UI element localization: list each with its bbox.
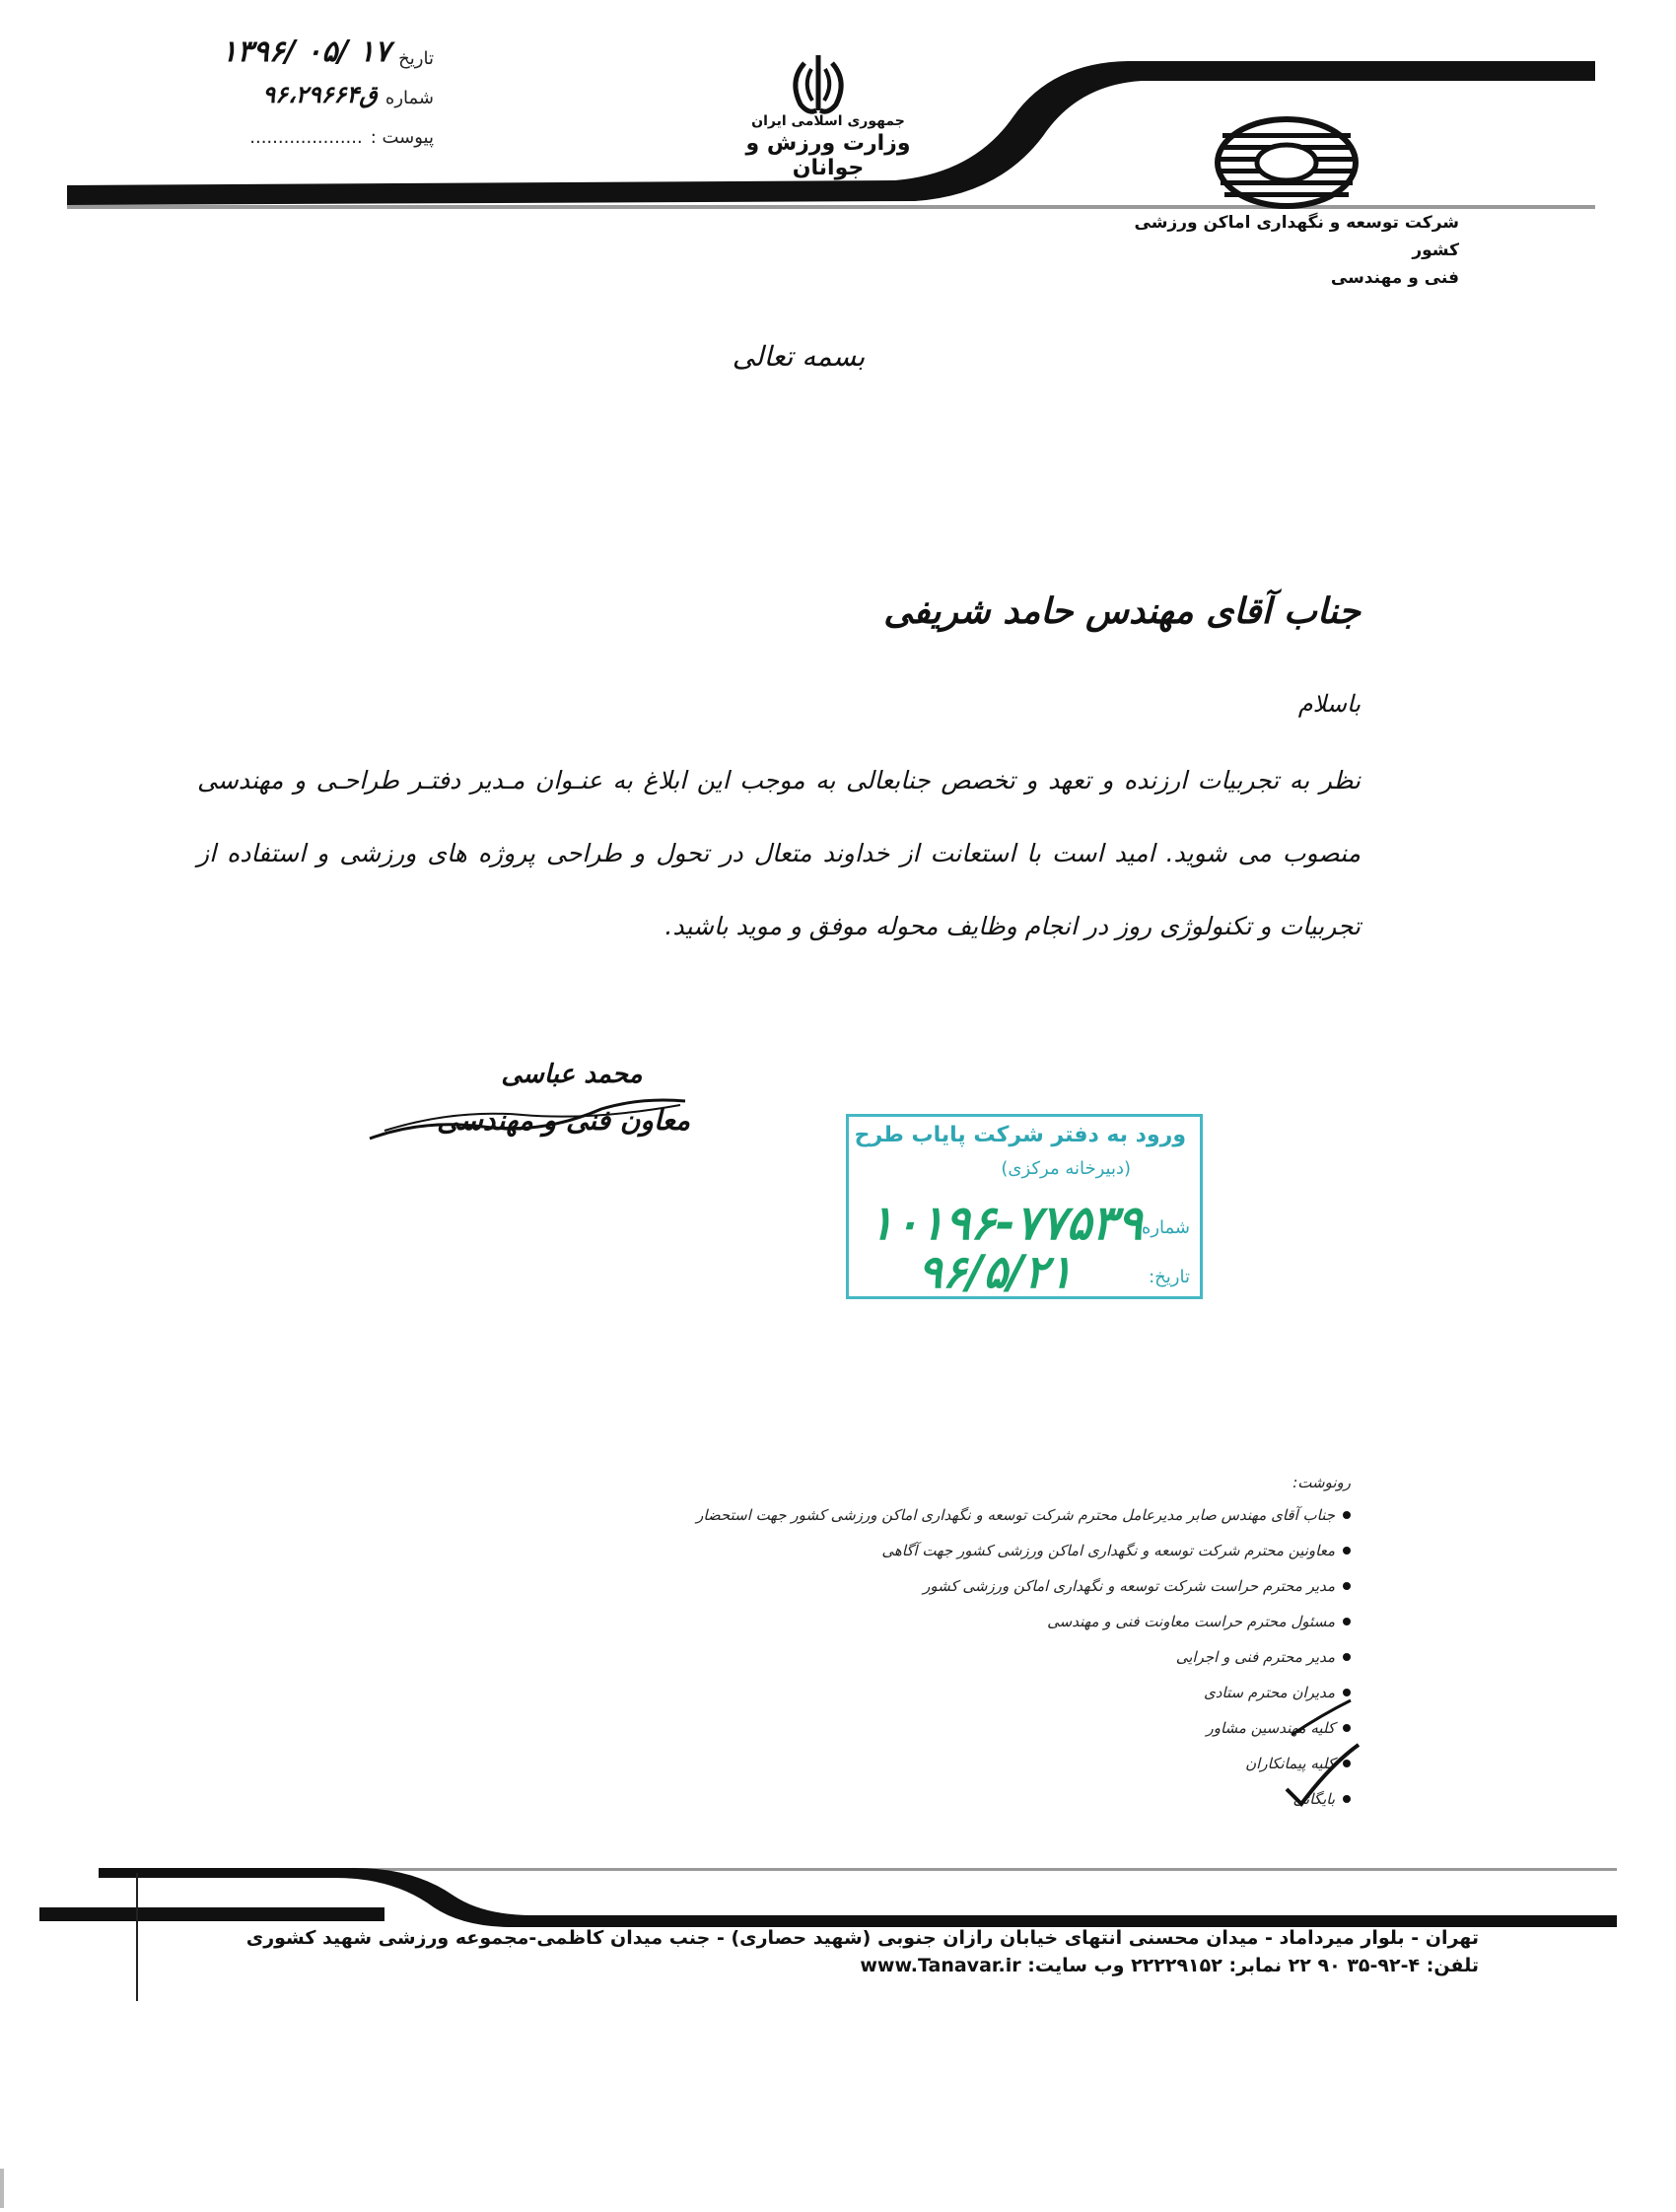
stamp-number-value: ۱۰۱۹۶-۷۷۵۳۹ <box>869 1196 1143 1251</box>
salutation: باسلام <box>1297 690 1361 718</box>
date-value: ۱۳۹۶/ ۰۵/ ۱۷ <box>221 35 391 69</box>
cc-item-text: مدیران محترم ستادی <box>1204 1684 1335 1701</box>
stamp-line-2: (دبیرخانه مرکزی) <box>1001 1158 1131 1179</box>
footer-address <box>118 1924 1479 1979</box>
bullet-icon <box>1343 1511 1351 1519</box>
receipt-stamp <box>846 1114 1203 1299</box>
company-name: شرکت توسعه و نگهداری اماکن ورزشی کشور <box>1134 213 1459 260</box>
company-logo-icon <box>1213 113 1361 212</box>
signer-title: معاون فنی و مهندسی <box>437 1104 690 1137</box>
cc-item-text: مدیر محترم فنی و اجرایی <box>1175 1648 1335 1666</box>
date-row <box>118 30 434 69</box>
cc-item <box>592 1604 1351 1639</box>
ministry-block <box>710 113 946 180</box>
letter-body: نظر به تجربیات ارزنده و تعهد و تخصص جنابعالی به موجب این ابلاغ به عنـوان مـدیر دفتـر طراحـی و مهندسی منصوب می شوید. امید است با استعانت از خداوند متعال در تحول و طراحی پروژه های ورزشی و استفاده از تجربیات و تکنولوژی روز در انجام وظایف محوله موفق و موید باشید. <box>197 766 1361 940</box>
footer-address-line: تهران - بلوار میرداماد - میدان محسنی انتهای خیابان رازان جنوبی (شهید حصاری) - جنب میدان کاظمی-مجموعه ورزشی شهید کشوری <box>245 1927 1479 1949</box>
cc-item-text: جناب آقای مهندس صابر مدیرعامل محترم شرکت توسعه و نگهداری اماکن ورزشی کشور جهت استحضار <box>696 1506 1335 1524</box>
letter-meta <box>118 30 434 148</box>
republic-text: جمهوری اسلامی ایران <box>751 113 905 129</box>
cc-item <box>592 1497 1351 1533</box>
cc-item-text: معاونین محترم شرکت توسعه و نگهداری اماکن ورزشی کشور جهت آگاهی <box>881 1542 1335 1559</box>
department-name: فنی و مهندسی <box>1330 268 1459 288</box>
cc-item <box>592 1746 1351 1781</box>
cc-item <box>592 1710 1351 1746</box>
cc-item <box>592 1533 1351 1568</box>
scan-edge <box>0 2169 4 2208</box>
bullet-icon <box>1343 1653 1351 1661</box>
cc-item <box>592 1781 1351 1817</box>
cc-item-text: مسئول محترم حراست معاونت فنی و مهندسی <box>1047 1613 1335 1630</box>
company-block <box>1104 209 1459 292</box>
number-label: شماره <box>384 88 434 108</box>
number-value: ۹۶،۲۹۶۶۴ق <box>262 81 378 108</box>
iran-emblem-icon <box>779 51 858 120</box>
stamp-date-value: ۹۶/۵/۲۱ <box>918 1245 1074 1298</box>
stamp-line-1: ورود به دفتر شرکت پایاب طرح <box>854 1123 1186 1147</box>
signer-name: محمد عباسی <box>501 1060 643 1089</box>
addressee: جناب آقای مهندس حامد شریفی <box>883 591 1361 632</box>
cc-item-text: مدیر محترم حراست شرکت توسعه و نگهداری اماکن ورزشی کشور <box>923 1577 1335 1595</box>
cc-item-text: بایگانی <box>1292 1790 1335 1808</box>
number-row <box>118 69 434 108</box>
bismillah: بسمه تعالی <box>732 340 866 373</box>
date-label: تاریخ <box>398 48 434 69</box>
bullet-icon <box>1343 1582 1351 1590</box>
attachment-label: پیوست : <box>370 127 434 148</box>
cc-item <box>592 1639 1351 1675</box>
attachment-row <box>118 108 434 148</box>
bullet-icon <box>1343 1618 1351 1625</box>
cc-list <box>592 1474 1351 1817</box>
attachment-value: .................... <box>249 127 363 148</box>
cc-item-text: کلیه مهندسین مشاور <box>1206 1719 1335 1737</box>
footer-contact-line: تلفن: ۴-۹۲-۳۵ ۹۰ ۲۲ نمابر: ۲۲۲۲۹۱۵۲ وب سایت: www.Tanavar.ir <box>860 1955 1479 1976</box>
cc-item <box>592 1568 1351 1604</box>
cc-item <box>592 1675 1351 1710</box>
check-mark-icon <box>1282 1695 1361 1814</box>
stamp-number-label: شماره: <box>1135 1217 1190 1238</box>
stamp-date-label: تاریخ: <box>1149 1267 1190 1287</box>
cc-heading: رونوشت: <box>1292 1474 1351 1491</box>
ministry-name: وزارت ورزش و جوانان <box>745 131 911 180</box>
cc-item-text: کلیه پیمانکاران <box>1245 1755 1335 1772</box>
bullet-icon <box>1343 1547 1351 1555</box>
